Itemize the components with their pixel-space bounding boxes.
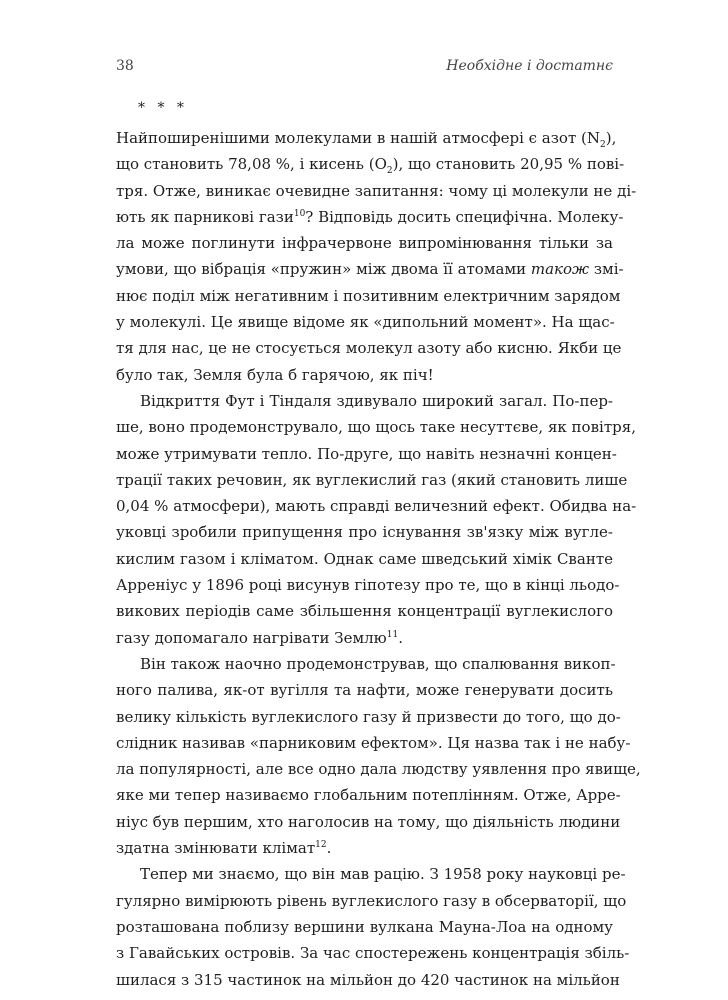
text-line: нює поділ між негативним і позитивним електричним зарядом <box>116 286 621 305</box>
text-line: тря. Отже, виникає очевидне запитання: чому ці молекули не ді- <box>116 181 637 200</box>
text-line: здатна змінювати клімат$^{12}$. <box>116 839 332 858</box>
text-line: Найпоширенішими молекулами в нашій атмосфері є азот $(N_2)$, <box>116 129 617 150</box>
footnote-ref: 11 <box>386 629 399 640</box>
page-header <box>116 58 613 82</box>
page-number: 38 <box>116 58 134 74</box>
paragraph <box>116 125 637 388</box>
text-line: Тепер ми знаємо, що він мав рацію. З 1958 року науковці ре- <box>140 865 626 884</box>
body-text <box>116 125 641 993</box>
text-line: ного палива, як-от вугілля та нафти, може генерувати досить <box>116 681 613 700</box>
emphasis: також <box>530 260 590 279</box>
text-line: викових періодів саме збільшення концентрації вуглекислого <box>116 602 613 621</box>
text-line: тя для нас, це не стосується молекул азоту або кисню. Якби це <box>116 339 622 358</box>
book-page <box>116 58 641 993</box>
paragraph <box>116 861 630 992</box>
text-line: ла популярності, але все одно дала людству уявлення про явище, <box>116 760 641 779</box>
text-line: газу допомагало нагрівати Землю$^{11}$. <box>116 628 403 647</box>
text-line: 0,04 % атмосфери), мають справді величезний ефект. Обидва на- <box>116 497 637 516</box>
text-line: було так, Земля була б гарячою, як піч! <box>116 365 434 384</box>
text-line: велику кількість вуглекислого газу й призвести до того, що до- <box>116 707 621 726</box>
text-line: ють як парникові гази$^{10}$? Відповідь досить специфічна. Молеку- <box>116 207 624 226</box>
text-line: що становить 78,08 %, і кисень $(O_2)$, що становить 20,95 % пові- <box>116 155 625 177</box>
paragraph <box>116 388 637 651</box>
running-title: Необхідне і достатнє <box>446 58 613 74</box>
footnote-ref: 10 <box>293 208 306 219</box>
text-line: кислим газом і кліматом. Однак саме шведський хімік Сванте <box>116 549 613 568</box>
paragraph <box>116 651 641 861</box>
text-line: з Гавайських островів. За час спостережень концентрація збіль- <box>116 944 630 963</box>
text-line: ніус був першим, хто наголосив на тому, що діяльність людини <box>116 812 621 831</box>
text-line: яке ми тепер називаємо глобальним потеплінням. Отже, Арре- <box>116 786 621 805</box>
text-line: Відкриття Фут і Тіндаля здивувало широкий загал. По-пер- <box>140 391 613 410</box>
footnote-ref: 12 <box>315 840 327 851</box>
text-line: ше, воно продемонструвало, що щось таке несуттєве, як повітря, <box>116 418 636 437</box>
text-line: ла може поглинути інфрачервоне випромінювання тільки за <box>116 234 613 253</box>
text-line: розташована поблизу вершини вулкана Мауна-Лоа на одному <box>116 917 613 936</box>
text-line: може утримувати тепло. По-друге, що навіть незначні концен- <box>116 444 617 463</box>
subscript: 2 <box>386 166 393 177</box>
text-line: трації таких речовин, як вуглекислий газ (який становить лише <box>116 470 628 489</box>
text-line: уковці зробили припущення про існування зв'язку між вугле- <box>116 523 613 542</box>
subscript: 2 <box>600 140 606 150</box>
text-line: шилася з 315 частинок на мільйон до 420 частинок на мільйон <box>116 970 620 989</box>
text-line: гулярно вимірюють рівень вуглекислого газу в обсерваторії, що <box>116 891 627 910</box>
text-line: слідник називав «парниковим ефектом». Ця назва так і не набу- <box>116 733 631 752</box>
text-line: умови, що вібрація «пружин» між двома її атомами також змі- <box>116 260 624 279</box>
text-line: у молекулі. Це явище відоме як «дипольний момент». На щас- <box>116 313 615 332</box>
text-line: Він також наочно продемонстрував, що спалювання викоп- <box>140 654 616 673</box>
section-separator: * * * <box>138 100 188 116</box>
text-line: Арреніус у 1896 році висунув гіпотезу про те, що в кінці льодо- <box>116 576 620 595</box>
